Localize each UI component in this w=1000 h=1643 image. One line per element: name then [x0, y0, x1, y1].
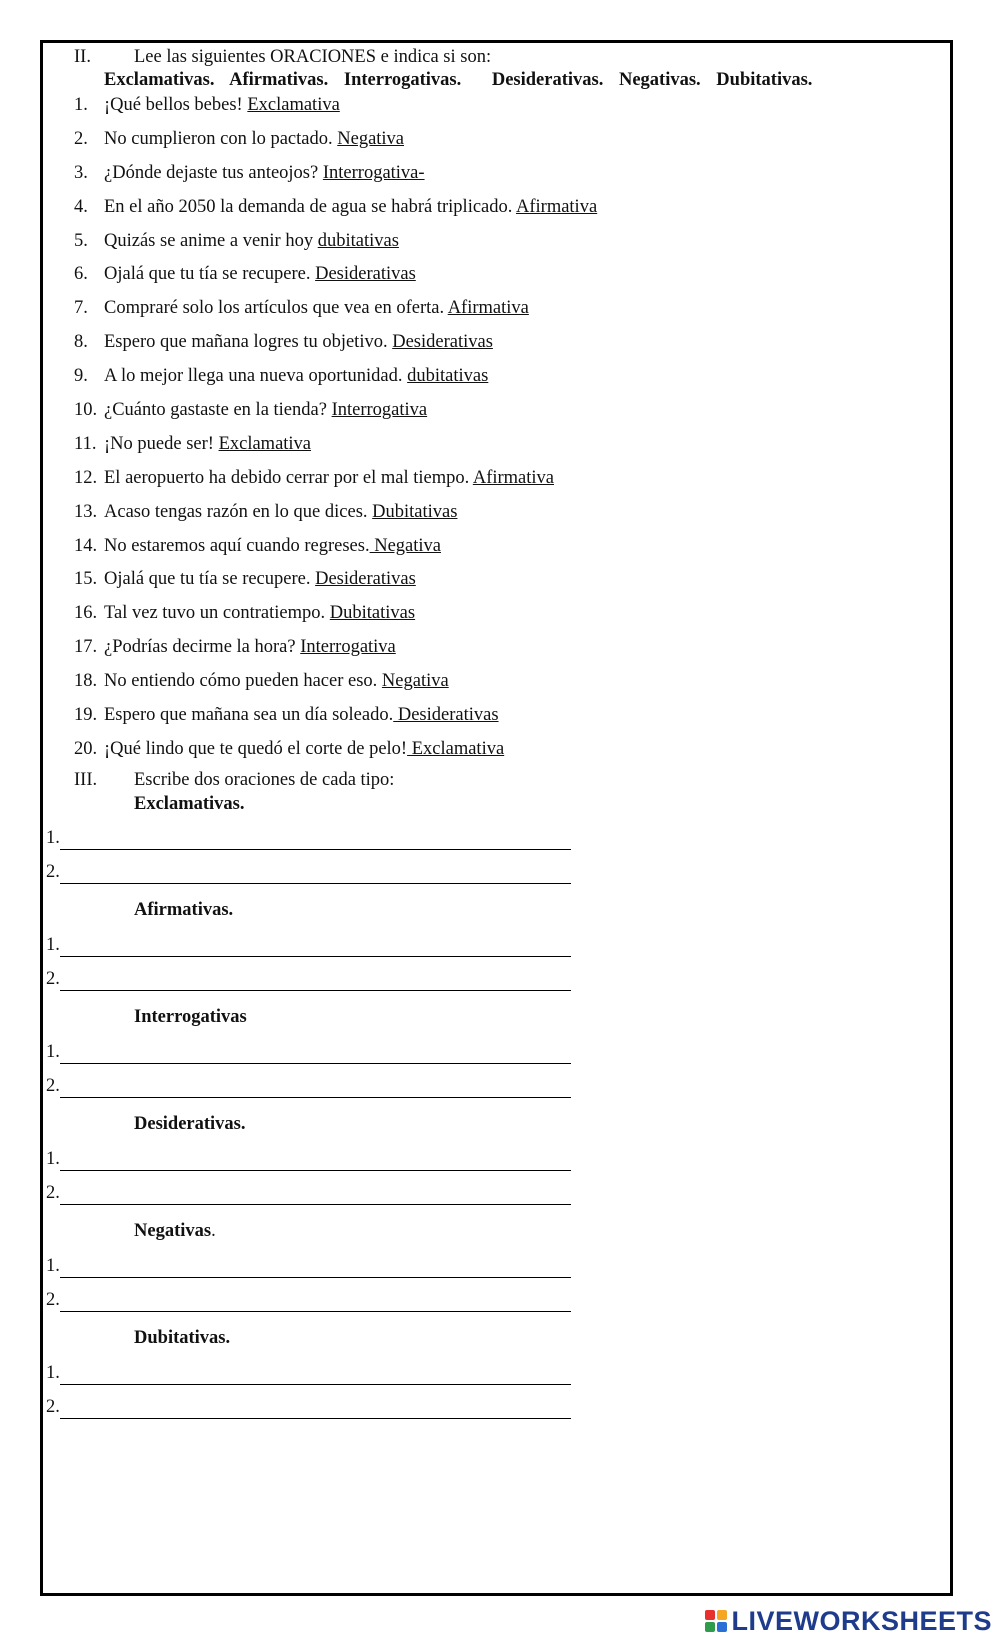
- item-text: Compraré solo los artículos que vea en oferta.: [104, 298, 448, 319]
- blank-rule: [60, 1170, 571, 1171]
- sentence-item: [74, 500, 934, 534]
- answer-field[interactable]: Afirmativa: [447, 298, 529, 319]
- blank-rule: [60, 1311, 571, 1312]
- answer-line[interactable]: [46, 1042, 571, 1066]
- sentence-item: [74, 195, 934, 229]
- answer-line[interactable]: [46, 1290, 571, 1314]
- logo-square: [705, 1610, 715, 1620]
- answer-line[interactable]: [46, 1076, 571, 1100]
- category-suffix: .: [211, 1221, 216, 1241]
- item-number: 15.: [74, 569, 98, 590]
- line-number: 1.: [46, 1256, 60, 1276]
- sentence-list: [74, 93, 934, 771]
- line-number: 1.: [46, 1149, 60, 1169]
- brand-name: LIVEWORKSHEETS: [731, 1605, 992, 1636]
- item-number: 4.: [74, 196, 88, 217]
- item-number: 10.: [74, 400, 98, 421]
- item-text: Tal vez tuvo un contratiempo.: [104, 603, 330, 624]
- answer-field[interactable]: Exclamativa: [218, 433, 312, 454]
- line-number: 2.: [46, 1183, 60, 1203]
- logo-square: [705, 1622, 715, 1632]
- item-text: Espero que mañana logres tu objetivo.: [104, 332, 393, 353]
- item-text: Acaso tengas razón en lo que dices.: [104, 501, 373, 522]
- section-2-header: [74, 46, 491, 68]
- section-3-number: III.: [74, 770, 98, 790]
- category-label: Exclamativas.: [134, 794, 245, 814]
- line-number: 1.: [46, 935, 60, 955]
- item-text: Ojalá que tu tía se recupere.: [104, 569, 316, 590]
- answer-field[interactable]: Dubitativas: [329, 603, 416, 624]
- sentence-item: [74, 364, 934, 398]
- sentence-item: [74, 567, 934, 601]
- category-label: Interrogativas: [134, 1007, 247, 1027]
- blank-rule: [60, 849, 571, 850]
- blank-rule: [60, 883, 571, 884]
- section-2-instruction: Lee las siguientes ORACIONES e indica si son:: [134, 47, 492, 67]
- sentence-item: [74, 669, 934, 703]
- answer-field[interactable]: Desiderativas: [315, 569, 416, 590]
- answer-field[interactable]: Afirmativa: [516, 196, 598, 217]
- line-number: 2.: [46, 1076, 60, 1096]
- item-text: No cumplieron con lo pactado.: [104, 128, 338, 149]
- answer-line[interactable]: [46, 969, 571, 993]
- type-afirmativas: Afirmativas.: [229, 70, 329, 90]
- item-number: 18.: [74, 671, 98, 692]
- item-number: 7.: [74, 298, 88, 319]
- type-interrogativas: Interrogativas.: [343, 70, 462, 90]
- blank-rule: [60, 1418, 571, 1419]
- sentence-item: [74, 330, 934, 364]
- item-number: 14.: [74, 535, 98, 556]
- item-text: ¡Qué bellos bebes!: [104, 95, 248, 115]
- line-number: 1.: [46, 1042, 60, 1062]
- line-number: 1.: [46, 1363, 60, 1383]
- item-text: ¿Cuánto gastaste en la tienda?: [104, 400, 332, 421]
- answer-field[interactable]: dubitativas: [407, 366, 489, 387]
- blank-rule: [60, 1063, 571, 1064]
- blank-rule: [60, 990, 571, 991]
- line-number: 2.: [46, 1397, 60, 1417]
- sentence-item: [74, 432, 934, 466]
- item-number: 6.: [74, 264, 88, 285]
- line-number: 1.: [46, 828, 60, 848]
- sentence-item: [74, 296, 934, 330]
- type-desiderativas: Desiderativas.: [491, 70, 604, 90]
- item-number: 20.: [74, 738, 98, 759]
- blank-rule: [60, 1277, 571, 1278]
- liveworksheets-brand: [705, 1605, 992, 1637]
- sentence-item: [74, 703, 934, 737]
- answer-field[interactable]: dubitativas: [317, 230, 399, 251]
- liveworksheets-logo-icon: [705, 1610, 727, 1632]
- section-3-instruction: Escribe dos oraciones de cada tipo:: [134, 770, 395, 790]
- sentence-item: [74, 229, 934, 263]
- blank-rule: [60, 1204, 571, 1205]
- answer-field[interactable]: Interrogativa-: [322, 162, 425, 183]
- item-text: Ojalá que tu tía se recupere.: [104, 264, 316, 285]
- item-number: 8.: [74, 332, 88, 353]
- line-number: 2.: [46, 969, 60, 989]
- category-interrogativas: [134, 1007, 247, 1028]
- logo-square: [717, 1622, 727, 1632]
- answer-line[interactable]: [46, 1183, 571, 1207]
- category-label: Negativas: [134, 1221, 212, 1241]
- item-text: No estaremos aquí cuando regreses.: [104, 535, 370, 556]
- item-number: 17.: [74, 637, 98, 658]
- sentence-item: [74, 534, 934, 568]
- answer-line[interactable]: [46, 1149, 571, 1173]
- sentence-item: [74, 601, 934, 635]
- answer-field[interactable]: Desiderativas: [315, 264, 416, 285]
- answer-field[interactable]: Exclamativa: [247, 95, 340, 115]
- section-2-number: II.: [74, 47, 91, 67]
- sentence-item: [74, 466, 934, 500]
- category-afirmativas: [134, 900, 233, 921]
- item-number: 16.: [74, 603, 98, 624]
- answer-field[interactable]: Dubitativas: [372, 501, 458, 522]
- category-dubitativas: [134, 1328, 230, 1349]
- item-text: Espero que mañana sea un día soleado.: [104, 705, 394, 726]
- sentence-types-list: [104, 70, 823, 91]
- answer-field[interactable]: Desiderativas: [393, 705, 499, 726]
- type-negativas: Negativas.: [618, 70, 701, 90]
- item-number: 9.: [74, 366, 88, 387]
- item-text: ¡No puede ser!: [104, 433, 219, 454]
- item-text: En el año 2050 la demanda de agua se habrá triplicado.: [104, 196, 516, 217]
- section-3-header: [74, 770, 394, 791]
- category-negativas: [134, 1221, 216, 1242]
- blank-rule: [60, 1384, 571, 1385]
- answer-field[interactable]: Negativa: [369, 535, 441, 556]
- sentence-item: [74, 161, 934, 195]
- category-label: Desiderativas.: [134, 1114, 246, 1134]
- line-number: 2.: [46, 862, 60, 882]
- item-text: El aeropuerto ha debido cerrar por el mal tiempo.: [104, 467, 473, 488]
- item-text: ¿Podrías decirme la hora?: [104, 637, 301, 658]
- category-label: Dubitativas.: [134, 1328, 231, 1348]
- item-number: 11.: [74, 433, 97, 454]
- answer-line[interactable]: [46, 862, 571, 886]
- item-text: No entiendo cómo pueden hacer eso.: [104, 671, 382, 692]
- item-number: 19.: [74, 705, 98, 726]
- sentence-item: [74, 737, 934, 771]
- answer-line[interactable]: [46, 1363, 571, 1387]
- logo-square: [717, 1610, 727, 1620]
- answer-field[interactable]: Desiderativas: [392, 332, 493, 353]
- sentence-item: [74, 127, 934, 161]
- sentence-item: [74, 635, 934, 669]
- blank-rule: [60, 1097, 571, 1098]
- answer-field[interactable]: Exclamativa: [407, 738, 505, 759]
- category-exclamativas: [134, 794, 244, 815]
- item-number: 3.: [74, 162, 88, 183]
- type-dubitativas: Dubitativas.: [716, 70, 813, 90]
- answer-line[interactable]: [46, 1397, 571, 1421]
- item-number: 5.: [74, 230, 88, 251]
- line-number: 2.: [46, 1290, 60, 1310]
- answer-field[interactable]: Negativa: [337, 128, 405, 149]
- item-number: 2.: [74, 128, 88, 149]
- answer-field[interactable]: Interrogativa: [300, 637, 396, 658]
- category-label: Afirmativas.: [134, 900, 234, 920]
- item-text: ¡Qué lindo que te quedó el corte de pelo!: [104, 738, 408, 759]
- type-exclamativas: Exclamativas.: [104, 70, 215, 90]
- answer-field[interactable]: Negativa: [381, 671, 449, 692]
- category-desiderativas: [134, 1114, 246, 1135]
- answer-line[interactable]: [46, 828, 571, 852]
- answer-field[interactable]: Afirmativa: [472, 467, 554, 488]
- sentence-item: [74, 93, 934, 127]
- item-number: 12.: [74, 467, 98, 488]
- answer-line[interactable]: [46, 935, 571, 959]
- sentence-item: [74, 262, 934, 296]
- answer-field[interactable]: Interrogativa: [331, 400, 428, 421]
- item-text: Quizás se anime a venir hoy: [104, 230, 318, 251]
- item-number: 13.: [74, 501, 98, 522]
- item-text: ¿Dónde dejaste tus anteojos?: [104, 162, 323, 183]
- item-number: 1.: [74, 95, 88, 115]
- sentence-item: [74, 398, 934, 432]
- blank-rule: [60, 956, 571, 957]
- item-text: A lo mejor llega una nueva oportunidad.: [104, 366, 408, 387]
- answer-line[interactable]: [46, 1256, 571, 1280]
